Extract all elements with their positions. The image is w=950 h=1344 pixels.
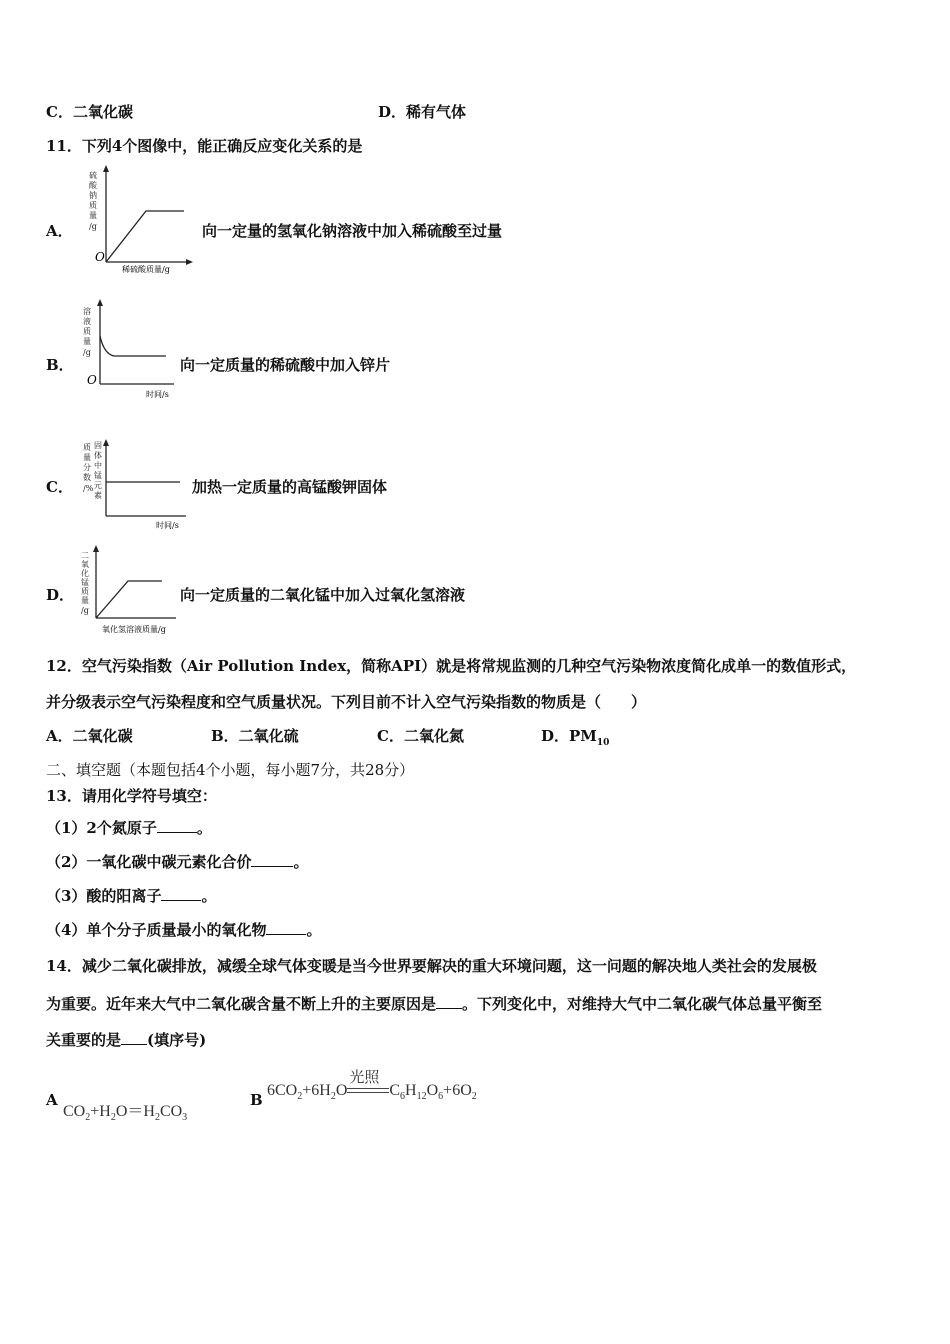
answer-blank[interactable] [266,920,306,935]
q10-option-d: D．稀有气体 [378,103,467,121]
q14-eq-a: $CO_2+H_2O=H_2CO_3$ [63,1103,188,1124]
q13-stem: 13．请用化学符号填空： [46,787,217,805]
y-label-char: 溶 [83,307,91,316]
q12-option-d: D．$PM_{10}$ [541,727,610,748]
q11-chart-b [78,298,178,404]
y-axis-arrow [97,299,103,306]
y-label-char: 质 [83,443,91,452]
y-label-char: 酸 [89,181,97,190]
x-label: 时间/s [146,390,169,399]
y-label-char: /g [83,348,91,357]
answer-blank[interactable] [251,852,293,867]
y-label-char: 质 [81,587,89,596]
y-label-char: 数 [83,473,91,482]
y-label-char: 化 [81,569,89,578]
q11-chart-a-desc: 向一定量的氢氧化钠溶液中加入稀硫酸至过量 [202,222,503,240]
q14-line-1: 14．减少二氧化碳排放，减缓全球气体变暖是当今世界要解决的重大环境问题，这一问题的解决地人类社会的发展极 [46,957,817,975]
q12-option-c: C．二氧化氮 [377,727,464,745]
answer-blank[interactable] [157,818,197,833]
y-axis-arrow [103,439,109,446]
q14-eq-a-label: A [46,1091,58,1109]
q13-item-2: （2）一氧化碳中碳元素化合价 。 [46,853,309,871]
x-axis-arrow [186,259,193,265]
data-line [100,336,166,356]
y-label-char: 量 [83,337,91,346]
y-label-char: 素 [94,491,102,500]
answer-blank[interactable] [121,1030,147,1045]
y-label-char: 锰 [94,471,102,480]
q12-option-b: B．二氧化硫 [211,727,299,745]
y-label-char: 量 [83,453,91,462]
data-line [96,581,162,618]
y-label-char: /g [81,606,89,615]
x-label: 氧化氢溶液质量/g [102,625,166,634]
answer-blank[interactable] [436,994,462,1009]
q11-chart-d-desc: 向一定质量的二氧化锰中加入过氧化氢溶液 [180,586,466,604]
q11-chart-c [80,436,190,532]
q11-chart-d [78,544,180,638]
q12-line-1: 12．空气污染指数（Air Pollution Index，简称API）就是将常规监测的几种空气污染物浓度简化成单一的数值形式， [46,657,857,675]
q14-line-2: 为重要。近年来大气中二氧化碳含量不断上升的主要原因是 。下列变化中，对维持大气中二氧化碳气体总量平衡至 [46,995,823,1013]
q11-chart-a-label: A． [46,222,73,240]
y-label-char: 锰 [81,578,89,587]
q13-item-3: （3）酸的阳离子 。 [46,887,217,905]
y-axis-arrow [93,545,99,552]
q14-eq-b: $6CO_2+6H_2O$ 光照 $C_6H_{12}O_6+6O_2$ [267,1082,477,1102]
y-label-char: 液 [83,317,91,326]
y-label-char: 元 [94,481,102,490]
q13-item-1: （1）2个氮原子 。 [46,819,212,837]
q11-chart-b-desc: 向一定质量的稀硫酸中加入锌片 [180,356,391,374]
y-label-char: 质 [89,201,97,210]
y-label-char: 中 [94,461,102,470]
q12-line-2: 并分级表示空气污染程度和空气质量状况。下列目前不计入空气污染指数的物质是（ ） [46,693,647,711]
y-label-char: /% [83,484,94,493]
origin-label: O [95,250,105,264]
q14-line-3: 关重要的是 (填序号) [46,1031,207,1049]
q10-option-c: C．二氧化碳 [46,103,133,121]
q13-item-4: （4）单个分子质量最小的氧化物 。 [46,921,322,939]
q14-eq-b-label: B [250,1091,263,1109]
origin-label: O [87,373,97,387]
x-label: 稀硫酸质量/g [122,265,170,274]
y-label-char: 钠 [89,191,97,200]
y-label-char: 二 [81,551,89,560]
y-label-char: 氧 [81,560,89,569]
data-line [106,211,184,262]
section-2-heading: 二、填空题（本题包括4个小题，每小题7分，共28分） [46,761,415,779]
q11-chart-b-label: B． [46,356,74,374]
reaction-condition: 光照 [349,1070,380,1087]
q11-chart-c-desc: 加热一定质量的高锰酸钾固体 [192,478,388,496]
q11-chart-d-label: D． [46,586,75,604]
y-axis-arrow [103,165,109,172]
y-label-char: 量 [89,211,97,220]
q11-chart-c-label: C． [46,478,73,496]
y-label-char: 固 [94,441,102,450]
answer-blank[interactable] [161,886,201,901]
y-label-char: 量 [81,596,89,605]
y-label-char: 分 [83,463,91,472]
q11-stem: 11．下列4个图像中，能正确反应变化关系的是 [46,137,363,155]
y-label-char: /g [89,222,97,231]
y-label-char: 硫 [89,171,97,180]
q12-option-a: A．二氧化碳 [46,727,133,745]
q11-chart-a [80,162,200,274]
y-label-char: 质 [83,327,91,336]
x-label: 时间/s [156,521,179,530]
y-label-char: 体 [94,451,102,460]
